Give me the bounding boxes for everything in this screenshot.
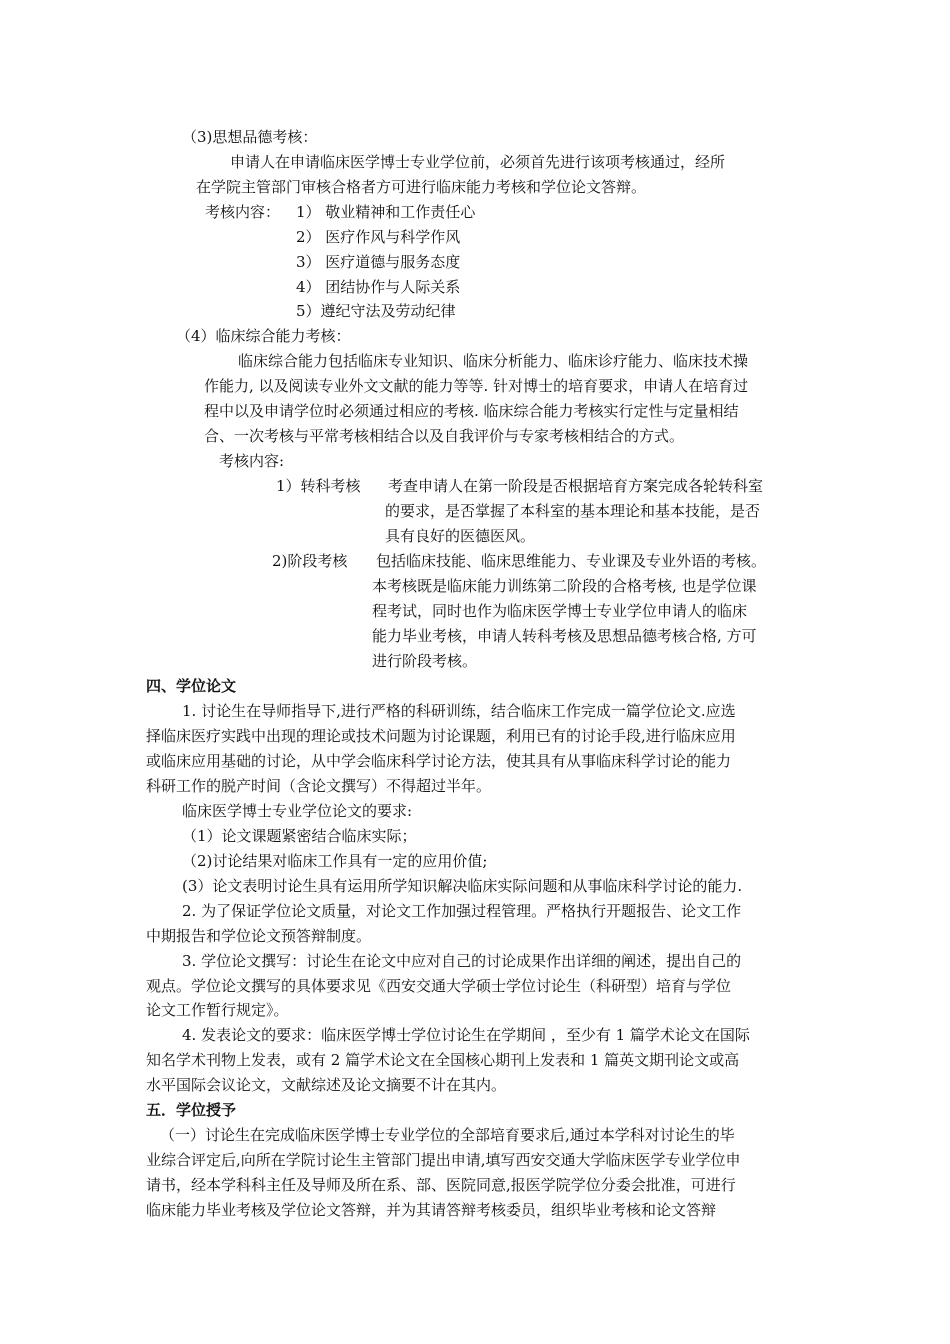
section4-p4-line-2: 知名学术刊物上发表，或有 2 篇学术论文在全国核心期刊上发表和 1 篇英文期刊论文或高 [146,1051,740,1069]
section4-p1-line-3: 或临床应用基础的讨论，从中学会临床科学讨论方法，使其具有从事临床科学讨论的能力 [146,752,732,770]
section4-p1-line-1: 1. 讨论生在导师指导下,进行严格的科研训练，结合临床工作完成一篇学位论文.应选 [182,702,736,720]
sec3-content-label: 考核内容： [205,203,281,221]
section5-p1-line-1: （一）讨论生在完成临床医学博士专业学位的全部培育要求后,通过本学科对讨论生的毕 [160,1126,735,1144]
section5-heading: 五．学位授予 [146,1101,237,1119]
sec3-para-line-1: 申请人在申请临床医学博士专业学位前，必须首先进行该项考核通过，经所 [230,153,726,171]
sec4-item2-line-3: 程考试，同时也作为临床医学博士专业学位申请人的临床 [372,602,748,620]
section4-heading: 四、学位论文 [146,677,237,695]
sec3-item-3: 3） 医疗道德与服务态度 [296,253,461,271]
sec3-item-5: 5）遵纪守法及劳动纪律 [296,302,456,320]
sec4-para-line-1: 临床综合能力包括临床专业知识、临床分析能力、临床诊疗能力、临床技术操 [238,352,749,370]
section4-req-3: (3）论文表明讨论生具有运用所学知识解决临床实际问题和从事临床科学讨论的能力. [182,877,743,895]
sec4-heading: （4）临床综合能力考核： [176,327,351,345]
section5-p1-line-3: 请书，经本学科科主任及导师及所在系、部、医院同意,报医学院学位分委会批准，可进行 [146,1176,736,1194]
sec4-item1-line-2: 的要求，是否掌握了本科室的基本理论和基本技能，是否 [385,502,761,520]
sec3-item-4: 4） 团结协作与人际关系 [296,278,461,296]
sec4-item2-label: 2)阶段考核 [272,552,348,570]
sec4-para-line-2: 作能力, 以及阅读专业外文文献的能力等等. 针对博士的培育要求，申请人在培育过 [204,377,749,395]
section5-p1-line-4: 临床能力毕业考核及学位论文答辩，并为其请答辩考核委员，组织毕业考核和论文答辩 [146,1201,717,1219]
section4-req-1: （1）论文课题紧密结合临床实际； [182,827,417,845]
sec3-item-2: 2） 医疗作风与科学作风 [296,228,461,246]
section4-p1-line-4: 科研工作的脱产时间（含论文撰写）不得超过半年。 [146,777,492,795]
section4-req-intro: 临床医学博士专业学位论文的要求: [182,802,413,820]
section4-p4-line-3: 水平国际会议论文，文献综述及论文摘要不计在其内。 [146,1076,507,1094]
sec4-item1-line-1: 考查申请人在第一阶段是否根据培育方案完成各轮转科室 [388,477,764,495]
sec4-item1-line-3: 具有良好的医德医风。 [385,527,536,545]
sec3-item-1: 1） 敬业精神和工作责任心 [296,203,476,221]
section4-p2-line-1: 2. 为了保证学位论文质量，对论文工作加强过程管理。严格执行开题报告、论文工作 [182,902,742,920]
sec4-item2-line-2: 本考核既是临床能力训练第二阶段的合格考核, 也是学位课 [372,577,757,595]
sec4-item2-line-5: 进行阶段考核。 [372,652,478,670]
sec3-para-line-2: 在学院主管部门审核合格者方可进行临床能力考核和学位论文答辩。 [196,178,647,196]
sec4-item2-line-1: 包括临床技能、临床思维能力、专业课及专业外语的考核。 [376,552,767,570]
section5-p1-line-2: 业综合评定后,向所在学院讨论生主管部门提出申请,填写西安交通大学临床医学专业学位申 [146,1151,741,1169]
sec4-para-line-3: 程中以及申请学位时必须通过相应的考核. 临床综合能力考核实行定性与定量相结 [204,402,739,420]
sec3-heading: （3)思想品德考核： [182,128,318,146]
section4-req-2: （2)讨论结果对临床工作具有一定的应用价值; [182,852,488,870]
sec4-item1-label: 1）转科考核 [276,477,361,495]
section4-p2-line-2: 中期报告和学位论文预答辩制度。 [146,927,372,945]
section4-p3-line-3: 论文工作暂行规定》。 [146,1001,289,1019]
sec4-item2-line-4: 能力毕业考核，申请人转科考核及思想品德考核合格, 方可 [372,627,757,645]
section4-p3-line-1: 3. 学位论文撰写：讨论生在论文中应对自己的讨论成果作出详细的阐述，提出自己的 [182,952,742,970]
sec4-para-line-4: 合、一次考核与平常考核相结合以及自我评价与专家考核相结合的方式。 [204,427,685,445]
section4-p4-line-1: 4. 发表论文的要求：临床医学博士学位讨论生在学期间 ，至少有 1 篇学术论文在国际 [182,1026,750,1044]
section4-p1-line-2: 择临床医疗实践中出现的理论或技术问题为讨论课题，利用已有的讨论手段,进行临床应用 [146,727,736,745]
section4-p3-line-2: 观点。学位论文撰写的具体要求见《西安交通大学硕士学位讨论生（科研型）培育与学位 [146,977,732,995]
sec4-content-label: 考核内容: [219,452,285,470]
